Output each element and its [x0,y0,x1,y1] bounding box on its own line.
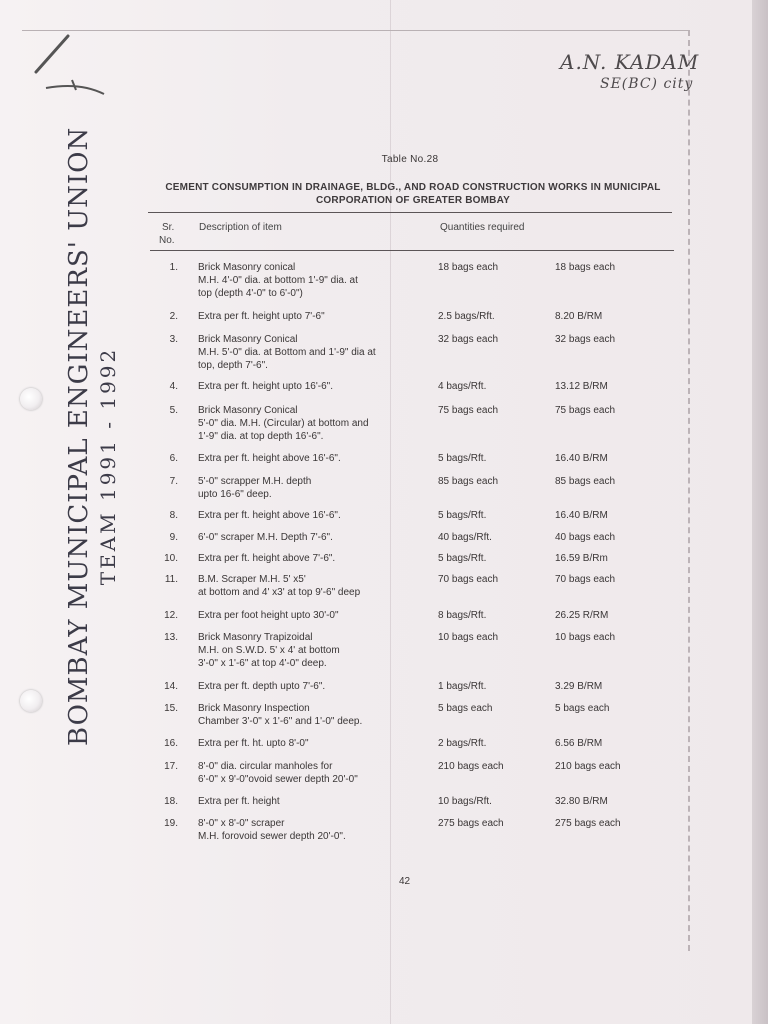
header-description: Description of item [199,222,282,233]
row-quantity-metric: 13.12 B/RM [555,381,608,392]
row-description-line: M.H. forovoid sewer depth 20'-0". [198,831,346,842]
row-description [198,573,434,599]
row-description [198,737,434,750]
row-description-line: Brick Masonry conical [198,262,296,273]
row-sr-no: 17. [164,761,178,772]
row-sr-no: 8. [169,510,178,521]
row-description-line: Brick Masonry Trapizoidal [198,632,313,643]
row-quantity-per-unit: 18 bags each [438,262,499,273]
row-sr-no: 9. [169,532,178,543]
row-description [198,795,434,808]
row-quantity-per-unit: 1 bags/Rft. [438,681,487,692]
row-description-line: at bottom and 4' x3' at top 9'-6" deep [198,587,361,598]
row-sr-no: 10. [164,553,178,564]
row-description-line: M.H. 4'-0" dia. at bottom 1'-9" dia. at [198,275,358,286]
row-quantity-per-unit: 4 bags/Rft. [438,381,487,392]
row-quantity-metric: 16.40 B/RM [555,453,608,464]
row-description [198,609,434,622]
row-quantity-per-unit: 40 bags/Rft. [438,532,492,543]
row-sr-no: 3. [169,334,178,345]
pen-marks [28,30,118,100]
row-quantity-metric: 70 bags each [555,574,616,585]
header-sr-line-2: No. [159,235,175,246]
row-sr-no: 4. [169,381,178,392]
row-quantity-per-unit: 10 bags/Rft. [438,796,492,807]
row-description-line: 3'-0" x 1'-6" at top 4'-0" deep. [198,658,327,669]
row-description-line: 8'-0" dia. circular manholes for [198,761,333,772]
row-quantity-per-unit: 5 bags each [438,703,493,714]
row-sr-no: 18. [164,796,178,807]
stamp-line-1: BOMBAY MUNICIPAL ENGINEERS' UNION [64,126,94,746]
row-sr-no: 19. [164,818,178,829]
row-quantity-metric: 26.25 R/RM [555,610,609,621]
row-quantity-metric: 210 bags each [555,761,621,772]
union-stamp [64,126,120,746]
row-description [198,404,434,443]
row-description [198,261,434,300]
row-description-line: Brick Masonry Conical [198,334,298,345]
row-quantity-metric: 275 bags each [555,818,621,829]
row-sr-no: 11. [164,574,178,585]
row-quantity-metric: 16.59 B/Rm [555,553,608,564]
row-sr-no: 12. [164,610,178,621]
handwritten-designation: SE(BC) city [600,76,694,92]
stamp-line-2: TEAM 1991 - 1992 [96,346,120,586]
row-quantity-per-unit: 2 bags/Rft. [438,738,487,749]
row-description-line: 6'-0" x 9'-0"ovoid sewer depth 20'-0" [198,774,358,785]
row-quantity-metric: 6.56 B/RM [555,738,603,749]
row-sr-no: 15. [164,703,178,714]
row-description-line: top (depth 4'-0" to 6'-0") [198,288,303,299]
row-sr-no: 5. [169,405,178,416]
row-description [198,531,434,544]
row-sr-no: 2. [169,311,178,322]
row-sr-no: 6. [169,453,178,464]
row-sr-no: 1. [169,262,178,273]
header-bottom-rule [150,250,674,251]
row-description-line: 8'-0" x 8'-0" scraper [198,818,285,829]
table-number: Table No.28 [381,154,439,165]
row-description-line: Extra per ft. height upto 16'-6". [198,381,333,392]
row-description-line: upto 16-6" deep. [198,489,272,500]
row-quantity-metric: 32.80 B/RM [555,796,608,807]
table-title: CEMENT CONSUMPTION IN DRAINAGE, BLDG., AND ROAD CONSTRUCTION WORKS IN MUNICIPAL CORPORATION OF GREATER BOMBAY [165,182,661,206]
row-quantity-per-unit: 2.5 bags/Rft. [438,311,495,322]
row-quantity-metric: 5 bags each [555,703,610,714]
row-description-line: 6'-0" scraper M.H. Depth 7'-6". [198,532,333,543]
row-quantity-per-unit: 8 bags/Rft. [438,610,487,621]
row-description-line: Chamber 3'-0" x 1'-6" and 1'-0" deep. [198,716,363,727]
row-description [198,552,434,565]
row-sr-no: 14. [164,681,178,692]
header-top-rule [148,212,672,213]
row-quantity-per-unit: 75 bags each [438,405,499,416]
row-quantity-per-unit: 70 bags each [438,574,499,585]
row-description-line: Extra per ft. height above 7'-6". [198,553,336,564]
row-description-line: Extra per ft. height [198,796,280,807]
row-description-line: 1'-9" dia. at top depth 16'-6". [198,431,324,442]
row-description [198,452,434,465]
row-description-line: Extra per foot height upto 30'-0" [198,610,339,621]
row-description [198,680,434,693]
header-sr-line-1: Sr. [162,222,175,233]
row-description [198,817,434,843]
row-description-line: Extra per ft. height above 16'-6". [198,510,341,521]
row-description-line: Extra per ft. height above 16'-6". [198,453,341,464]
row-quantity-per-unit: 210 bags each [438,761,504,772]
row-description-line: B.M. Scraper M.H. 5' x5' [198,574,306,585]
row-sr-no: 13. [164,632,178,643]
row-quantity-metric: 18 bags each [555,262,616,273]
page-number: 42 [399,876,411,887]
row-quantity-metric: 10 bags each [555,632,616,643]
punch-hole-top [20,388,42,410]
row-description-line: Brick Masonry Conical [198,405,298,416]
row-quantity-per-unit: 275 bags each [438,818,504,829]
row-description-line: 5'-0" scrapper M.H. depth [198,476,312,487]
row-sr-no: 7. [169,476,178,487]
row-description-line: Extra per ft. ht. upto 8'-0" [198,738,309,749]
row-quantity-per-unit: 5 bags/Rft. [438,553,487,564]
row-description [198,380,434,393]
handwritten-name: A.N. KADAM [560,50,700,74]
row-quantity-per-unit: 10 bags each [438,632,499,643]
row-quantity-per-unit: 85 bags each [438,476,499,487]
row-quantity-per-unit: 5 bags/Rft. [438,453,487,464]
row-description-line: Extra per ft. depth upto 7'-6". [198,681,326,692]
punch-hole-bottom [20,690,42,712]
row-description-line: M.H. 5'-0" dia. at Bottom and 1'-9" dia at [198,347,376,358]
row-quantity-metric: 75 bags each [555,405,616,416]
row-description-line: M.H. on S.W.D. 5' x 4' at bottom [198,645,340,656]
row-quantity-metric: 8.20 B/RM [555,311,603,322]
row-description [198,333,434,372]
row-quantity-metric: 3.29 B/RM [555,681,603,692]
header-quantities: Quantities required [440,222,525,233]
row-quantity-metric: 40 bags each [555,532,616,543]
row-quantity-per-unit: 32 bags each [438,334,499,345]
row-quantity-metric: 85 bags each [555,476,616,487]
row-description [198,702,434,728]
row-description [198,310,434,323]
row-sr-no: 16. [164,738,178,749]
row-description [198,760,434,786]
row-quantity-metric: 16.40 B/RM [555,510,608,521]
row-quantity-metric: 32 bags each [555,334,616,345]
row-description-line: Extra per ft. height upto 7'-6" [198,311,325,322]
row-description [198,631,434,670]
row-quantity-per-unit: 5 bags/Rft. [438,510,487,521]
row-description [198,475,434,501]
row-description-line: top, depth 7'-6". [198,360,268,371]
row-description [198,509,434,522]
row-description-line: 5'-0" dia. M.H. (Circular) at bottom and [198,418,369,429]
row-description-line: Brick Masonry Inspection [198,703,310,714]
